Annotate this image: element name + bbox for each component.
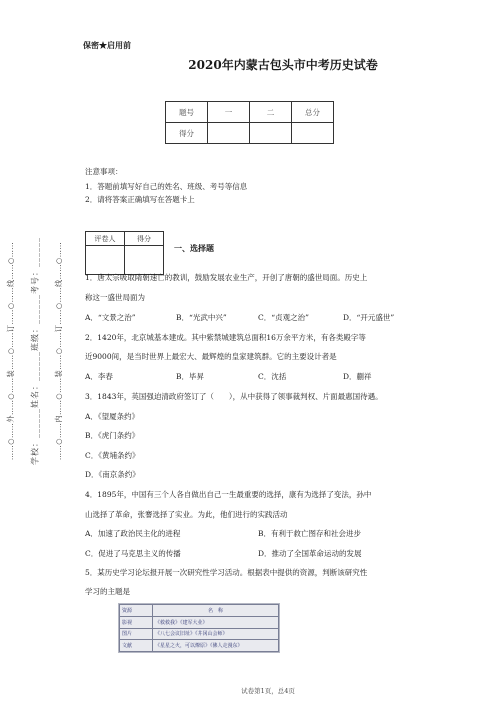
question-stem: 4．1895年，中国有三个人各自做出自己一生最重要的选择，康有为选择了变法，孙中: [85, 490, 372, 499]
score-table: [165, 101, 334, 144]
question-stem: 1．唐太宗吸取隋朝速亡的教训，鼓励发展农业生产，开创了唐朝的盛世局面。历史上: [85, 273, 368, 282]
grader-box: [85, 231, 164, 275]
answer-option: B．《虎门条约》: [85, 431, 140, 440]
student-info-fields: 学校：______姓名：______班级：______考号：______: [30, 237, 40, 465]
resource-type-cell: 影视: [120, 616, 153, 628]
notice-item: 2．请将答案正确填写在答题卡上: [85, 195, 195, 204]
answer-option: C．沈括: [258, 372, 287, 381]
grader-blank: [86, 246, 125, 275]
question-stem: 3．1843年，英国强迫清政府签订了（ ），从中获得了领事裁判权、片面最惠国待遇。: [85, 392, 383, 401]
answer-option: A．加速了政治民主化的进程: [85, 529, 181, 538]
question-stem: 5．某历史学习论坛报开展一次研究性学习活动。根据表中提供的资源，判断该研究性: [85, 568, 368, 577]
answer-option: A．《望厦条约》: [85, 412, 140, 421]
resource-table-photo: [118, 603, 280, 653]
resource-name-cell: 《救救我》《建军大业》: [153, 616, 279, 628]
grader-score-label: 得分: [125, 232, 164, 246]
grader-blank: [125, 246, 164, 275]
answer-option: C．促进了马克思主义的传播: [85, 549, 181, 558]
score-cell: [292, 123, 334, 144]
question-stem: 山选择了革命，张謇选择了实业。为此，他们进行的实践活动: [85, 510, 288, 519]
binding-margin: [0, 0, 70, 702]
page-footer: 试卷第1页，总4页: [241, 687, 295, 695]
inner-seal-line: ……○……内……○……装……○……订……○……线……○……: [54, 241, 63, 461]
answer-option: C．《黄埔条约》: [85, 451, 140, 460]
question-stem: 学习的主题是: [85, 587, 130, 596]
section-title: 一、选择题: [174, 243, 214, 253]
score-cell: [208, 123, 250, 144]
resource-type-cell: 图片: [120, 628, 153, 640]
answer-option: A．“文景之治”: [85, 313, 136, 322]
answer-option: B．毕昇: [176, 372, 205, 381]
resource-header-cell: 资源: [120, 605, 153, 617]
question-stem: 近9000间，是当时世界上最宏大、最辉煌的皇家建筑群。它的主要设计者是: [85, 352, 337, 361]
answer-option: C．“贞观之治”: [258, 313, 309, 322]
answer-option: D．蒯祥: [343, 372, 372, 381]
notice-heading: 注意事项：: [85, 167, 123, 176]
grader-label: 评卷人: [86, 232, 125, 246]
resource-name-cell: 《星星之火，可以燎原》《佛人走漫东》: [153, 640, 279, 652]
resource-table: [119, 604, 279, 652]
answer-option: D．《南京条约》: [85, 470, 140, 479]
score-cell: [250, 123, 292, 144]
answer-option: B．“光武中兴”: [176, 313, 227, 322]
score-header-cell: 题号: [166, 102, 208, 123]
notice-item: 1．答题前填写好自己的姓名、班级、考号等信息: [85, 182, 248, 191]
score-header-cell: 二: [250, 102, 292, 123]
score-header-cell: 一: [208, 102, 250, 123]
resource-name-cell: 《八七会议旧址》《井冈山会师》: [153, 628, 279, 640]
page-title: 2020年内蒙古包头市中考历史试卷: [188, 58, 378, 72]
answer-option: D．“开元盛世”: [343, 313, 395, 322]
score-row-label: 得分: [166, 123, 208, 144]
answer-option: B．有利于救亡图存和社会进步: [258, 529, 362, 538]
question-stem: 2．1420年，北京城基本建成。其中紫禁城建筑总面积16万余平方米，有各类殿字等: [85, 333, 366, 342]
question-stem: 称这一盛世局面为: [85, 293, 145, 302]
answer-option: A．李春: [85, 372, 113, 381]
outer-seal-line: ……○……外……○……装……○……订……○……线……○……: [6, 241, 15, 461]
answer-option: D．推动了全国革命运动的发展: [258, 549, 362, 558]
score-header-cell: 总分: [292, 102, 334, 123]
resource-header-cell: 名 称: [153, 605, 279, 617]
resource-type-cell: 文献: [120, 640, 153, 652]
confidential-tag: 保密★启用前: [83, 40, 131, 50]
